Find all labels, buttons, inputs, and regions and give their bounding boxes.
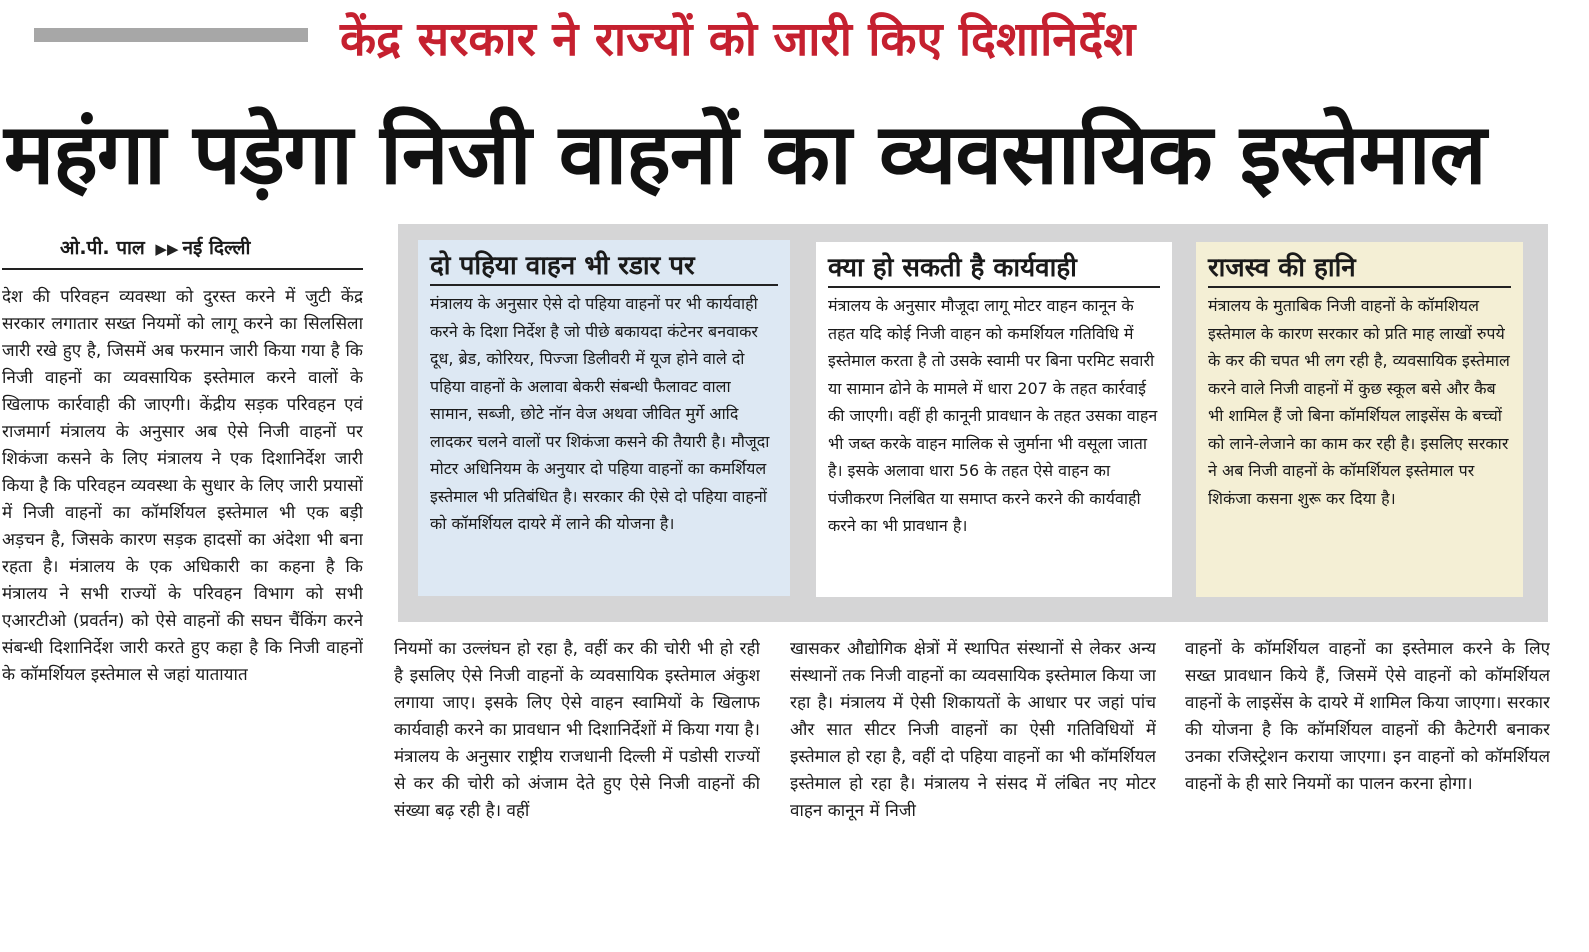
- article-column-2: नियमों का उल्लंघन हो रहा है, वहीं कर की चोरी भी हो रही है इसलिए ऐसे निजी वाहनों के व्यवसायिक इस्तेमाल अंकुश लगाया जाए। इसके लिए ऐसे वाहन स्वामियों के खिलाफ कार्यवाही करने का प्रावधान भी दिशानिर्देशों में किया गया है। मंत्रालय के अनुसार राष्ट्रीय राजधानी दिल्ली में पडोसी राज्यों से कर की चोरी को अंजाम देते हुए ऐसे निजी वाहनों की संख्या बढ़ रही है। वहीं: [394, 639, 760, 821]
- box-revenue-loss: [1196, 242, 1523, 597]
- kicker-headline: केंद्र सरकार ने राज्यों को जारी किए दिशानिर्देश: [340, 12, 1136, 67]
- byline-location: नई दिल्ली: [182, 237, 251, 259]
- box-two-wheelers: [418, 240, 790, 596]
- main-headline: महंगा पड़ेगा निजी वाहनों का व्यवसायिक इस्तेमाल: [4, 105, 1486, 203]
- box-body: मंत्रालय के मुताबिक निजी वाहनों के कॉमशियल इस्तेमाल के कारण सरकार को प्रति माह लाखों रुपये के कर की चपत भी लग रही है, व्यवसायिक इस्तेमाल करने वाले निजी वाहनों में कुछ स्कूल बसे और कैब भी शामिल हैं जो बिना कॉमर्शियल लाइसेंस के बच्चों को लाने-लेजाने का काम कर रही है। इसलिए सरकार ने अब निजी वाहनों के कॉमर्शियल इस्तेमाल पर शिकंजा कसना शुरू कर दिया है।: [1208, 296, 1510, 508]
- box-title: दो पहिया वाहन भी रडार पर: [430, 248, 778, 286]
- byline-separator-icon: ▶▶: [155, 240, 179, 258]
- byline: [60, 232, 360, 264]
- box-title: राजस्व की हानि: [1208, 250, 1511, 288]
- box-body: मंत्रालय के अनुसार ऐसे दो पहिया वाहनों पर भी कार्यवाही करने के दिशा निर्देश है जो पीछे बकायदा कंटेनर बनवाकर दूध, ब्रेड, कोरियर, पिज्जा डिलीवरी में यूज होने वाले दो पहिया वाहनों के अलावा बेकरी संबन्धी फैलावट वाला सामान, सब्जी, छोटे नॉन वेज अथवा जीवित मुर्गे आदि लादकर चलने वालों पर शिकंजा कसने की तैयारी है। मौजूदा मोटर अधिनियम के अनुयार दो पहिया वाहनों का कमर्शियल इस्तेमाल भी प्रतिबंधित है। सरकार की ऐसे दो पहिया वाहनों को कॉमर्शियल दायरे में लाने की योजना है।: [430, 294, 770, 533]
- decorative-bar: [34, 28, 308, 42]
- box-possible-action: [816, 242, 1172, 597]
- box-title: क्या हो सकती है कार्यवाही: [828, 250, 1160, 288]
- article-column-4: वाहनों के कॉमर्शियल वाहनों का इस्तेमाल करने के लिए सख्त प्रावधान किये हैं, जिसमें ऐसे वाहनों को कॉमर्शियल वाहनों के लाइसेंस के दायरे में शामिल किया जाएगा। सरकार की योजना है कि कॉमर्शियल वाहनों की कैटेगरी बनाकर उनका रजिस्ट्रेशन कराया जाएगा। इन वाहनों को कॉमर्शियल वाहनों के ही सारे नियमों का पालन करना होगा।: [1185, 639, 1550, 794]
- byline-rule: [2, 268, 363, 270]
- article-column-1: देश की परिवहन व्यवस्था को दुरस्त करने में जुटी केंद्र सरकार लगातार सख्त नियमों को लागू करने का सिलसिला जारी रखे हुए है, जिसमें अब फरमान जारी किया गया है कि निजी वाहनों का व्यवसायिक इस्तेमाल करने वालों के खिलाफ कार्रवाही की जाएगी। केंद्रीय सड़क परिवहन एवं राजमार्ग मंत्रालय के अनुसार अब ऐसे निजी वाहनों पर शिकंजा कसने के लिए मंत्रालय ने एक दिशानिर्देश जारी किया है कि परिवहन व्यवस्था के सुधार के लिए जारी प्रयासों में निजी वाहनों का कॉमर्शियल इस्तेमाल भी एक बड़ी अड़चन है, जिसके कारण सड़क हादसों का अंदेशा भी बना रहता है। मंत्रालय के एक अधिकारी का कहना है कि मंत्रालय ने सभी राज्यों के परिवहन विभाग को सभी एआरटीओ (प्रवर्तन) को ऐसे वाहनों की सघन चैंकिंग करने संबन्धी दिशानिर्देश जारी करते हुए कहा है कि निजी वाहनों के कॉमर्शियल इस्तेमाल से जहां यातायात: [2, 287, 363, 685]
- article-column-3: खासकर औद्योगिक क्षेत्रों में स्थापित संस्थानों से लेकर अन्य संस्थानों तक निजी वाहनों का व्यवसायिक इस्तेमाल किया जा रहा है। मंत्रालय में ऐसी शिकायतों के आधार पर जहां पांच और सात सीटर निजी वाहनों का ऐसी गतिविधियों में इस्तेमाल हो रहा है, वहीं दो पहिया वाहनों का भी कॉमर्शियल इस्तेमाल हो रहा है। मंत्रालय ने संसद में लंबित नए मोटर वाहन कानून में निजी: [790, 639, 1156, 821]
- box-body: मंत्रालय के अनुसार मौजूदा लागू मोटर वाहन कानून के तहत यदि कोई निजी वाहन को कमर्शियल गतिविधि में इस्तेमाल करता है तो उसके स्वामी पर बिना परमिट सवारी या सामान ढोने के मामले में धारा 207 के तहत कार्रवाई की जाएगी। वहीं ही कानूनी प्रावधान के तहत उसका वाहन भी जब्त करके वाहन मालिक से जुर्माना भी वसूला जाता है। इसके अलावा धारा 56 के तहत ऐसे वाहन का पंजीकरण निलंबित या समाप्त करने करने की कार्यवाही करने का भी प्रावधान है।: [828, 296, 1158, 535]
- byline-author: ओ.पी. पाल: [60, 237, 145, 259]
